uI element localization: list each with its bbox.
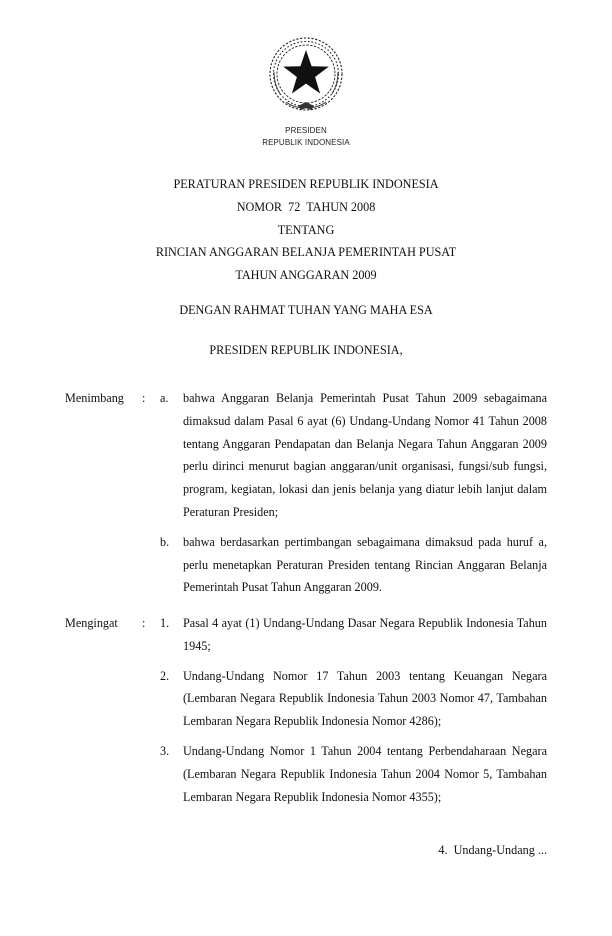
list-item (160, 612, 547, 658)
title-line-tentang: TENTANG (277, 222, 335, 237)
item-marker: 1. (160, 616, 170, 630)
garuda-star-emblem-icon (266, 34, 346, 114)
item-marker: 2. (160, 668, 170, 683)
item-marker: a. (160, 391, 169, 405)
regulation-title (0, 173, 612, 287)
header-caption-republik: REPUBLIK INDONESIA (262, 138, 350, 147)
title-line-number: NOMOR 72 TAHUN 2008 (236, 199, 376, 214)
title-line-subject: RINCIAN ANGGARAN BELANJA PEMERINTAH PUSAT (155, 245, 457, 260)
item-text: Undang-Undang Nomor 1 Tahun 2004 tentang Perbendaharaan Negara (Lembaran Negara Republik Indonesia Tahun 2004 Nomor 5, Tambahan Lembaran Negara Republik Indonesia Nomor 4355); (183, 743, 547, 804)
list-item (160, 665, 547, 733)
mengingat-section (0, 612, 612, 808)
issuer-heading: PRESIDEN REPUBLIK INDONESIA, (209, 343, 403, 357)
title-line-year: TAHUN ANGGARAN 2009 (235, 268, 377, 283)
page-continuation: 4. Undang-Undang ... (438, 843, 547, 857)
menimbang-section (0, 387, 612, 599)
title-line: PERATURAN PRESIDEN REPUBLIK INDONESIA (173, 177, 439, 191)
list-item (160, 740, 547, 808)
section-label-mengingat: Mengingat (65, 616, 118, 630)
item-text: bahwa berdasarkan pertimbangan sebagaimana dimaksud pada huruf a, perlu menetapkan Peraturan Presiden tentang Rincian Anggaran Belanja Pemerintah Pusat Tahun Anggaran 2009. (183, 534, 547, 595)
item-text: Pasal 4 ayat (1) Undang-Undang Dasar Negara Republik Indonesia Tahun 1945; (183, 616, 547, 653)
header-caption-presiden: PRESIDEN (285, 126, 327, 135)
item-marker: 3. (160, 743, 170, 758)
item-text: Undang-Undang Nomor 17 Tahun 2003 tentang Keuangan Negara (Lembaran Negara Republik Indonesia Tahun 2003 Nomor 47, Tambahan Lembaran Negara Republik Indonesia Nomor 4286); (183, 668, 547, 729)
item-marker: b. (160, 534, 170, 549)
invocation: DENGAN RAHMAT TUHAN YANG MAHA ESA (179, 303, 433, 317)
section-label-menimbang: Menimbang (65, 391, 124, 405)
list-item (160, 531, 547, 599)
section-colon: : (142, 391, 146, 405)
item-text: bahwa Anggaran Belanja Pemerintah Pusat Tahun 2009 sebagaimana dimaksud dalam Pasal 6 ayat (6) Undang-Undang Nomor 41 Tahun 2008 tentang Anggaran Pendapatan dan Belanja Negara Tahun Anggaran 2009 perlu dirinci menurut bagian anggaran/unit organisasi, fungsi/sub fungsi, program, kegiatan, lokasi dan jenis belanja yang diatur lebih lanjut dalam Peraturan Presiden; (183, 391, 547, 519)
section-colon: : (142, 616, 146, 630)
list-item (160, 387, 547, 524)
